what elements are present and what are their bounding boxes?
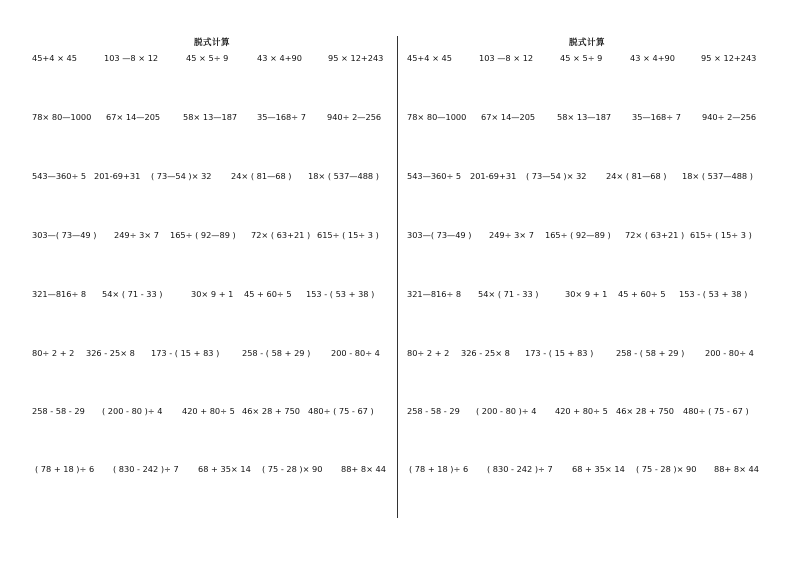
problem: 940÷ 2—256 [702,112,757,122]
worksheet-title: 脱式计算 [193,38,230,48]
problem: ( 78 + 18 )÷ 6 [409,464,469,474]
problem-row [32,288,402,302]
problem: 67× 14—205 [481,112,536,122]
problem: 58× 13—187 [557,112,612,122]
problem: 72× ( 63+21 ) [625,230,685,240]
worksheet-title: 脱式计算 [568,38,605,48]
problem: ( 200 - 80 )÷ 4 [102,406,163,416]
problem: 43 × 4+90 [257,53,302,63]
problem: 80÷ 2 + 2 [32,348,75,358]
problem: 303—( 73—49 ) [32,230,97,240]
problem: 45 × 5÷ 9 [186,53,229,63]
problem: 420 + 80÷ 5 [182,406,235,416]
problem: ( 75 - 28 )× 90 [262,464,323,474]
page-divider [397,36,398,518]
problem: 35—168÷ 7 [257,112,306,122]
problem-row [407,229,777,243]
problem: ( 78 + 18 )÷ 6 [35,464,95,474]
problem: 43 × 4+90 [630,53,675,63]
problem: 45+4 × 45 [407,53,452,63]
problem: 249÷ 3× 7 [489,230,534,240]
problem: 45 + 60÷ 5 [244,289,292,299]
problem: 45+4 × 45 [32,53,77,63]
problem: 173 - ( 15 + 83 ) [525,348,594,358]
problem-row [32,463,402,477]
problem: 78× 80—1000 [32,112,92,122]
problem: 58× 13—187 [183,112,238,122]
problem: 54× ( 71 - 33 ) [478,289,539,299]
problem-row [32,229,402,243]
problem: 153 - ( 53 + 38 ) [679,289,748,299]
problem: 45 + 60÷ 5 [618,289,666,299]
problem: 326 - 25× 8 [461,348,510,358]
problem: 54× ( 71 - 33 ) [102,289,163,299]
problem: 165÷ ( 92—89 ) [170,230,236,240]
problem: 153 - ( 53 + 38 ) [306,289,375,299]
problem: 103 —8 × 12 [104,53,159,63]
problem: ( 830 - 242 )÷ 7 [487,464,553,474]
problem: 30× 9 + 1 [191,289,234,299]
problem: 67× 14—205 [106,112,161,122]
problem: 321—816÷ 8 [407,289,462,299]
problem: 420 + 80÷ 5 [555,406,608,416]
problem: 24× ( 81—68 ) [606,171,667,181]
problem: 303—( 73—49 ) [407,230,472,240]
problem-row [32,347,402,361]
problem: 249÷ 3× 7 [114,230,159,240]
problem: 200 - 80÷ 4 [705,348,754,358]
problem: 18× ( 537—488 ) [308,171,379,181]
problem: 68 + 35× 14 [572,464,625,474]
worksheet-right-half [407,0,787,561]
problem: 24× ( 81—68 ) [231,171,292,181]
problem: 258 - ( 58 + 29 ) [242,348,311,358]
problem-row [407,288,777,302]
problem-row [407,347,777,361]
problem-row [32,170,402,184]
problem: 95 × 12+243 [328,53,384,63]
problem: 165÷ ( 92—89 ) [545,230,611,240]
problem: 68 + 35× 14 [198,464,251,474]
problem-row [407,111,777,125]
problem: 480÷ ( 75 - 67 ) [683,406,749,416]
problem: 200 - 80÷ 4 [331,348,380,358]
problem: 480÷ ( 75 - 67 ) [308,406,374,416]
problem: 201-69+31 [470,171,517,181]
problem: 78× 80—1000 [407,112,467,122]
problem: 543—360÷ 5 [32,171,87,181]
problem: ( 200 - 80 )÷ 4 [476,406,537,416]
problem: ( 830 - 242 )÷ 7 [113,464,179,474]
problem: 940÷ 2—256 [327,112,382,122]
problem: 46× 28 + 750 [616,406,674,416]
problem: 30× 9 + 1 [565,289,608,299]
problem: 326 - 25× 8 [86,348,135,358]
problem: 88+ 8× 44 [714,464,759,474]
problem-row [32,52,402,66]
problem: 201-69+31 [94,171,141,181]
problem: 88+ 8× 44 [341,464,386,474]
problem: 45 × 5÷ 9 [560,53,603,63]
problem-row [407,52,777,66]
problem: 72× ( 63+21 ) [251,230,311,240]
problem: 258 - ( 58 + 29 ) [616,348,685,358]
worksheet-left-half [32,0,412,561]
problem: 35—168÷ 7 [632,112,681,122]
problem: 615÷ ( 15÷ 3 ) [690,230,752,240]
problem-row [407,463,777,477]
problem-row [32,111,402,125]
problem-row [32,405,402,419]
problem: ( 73—54 )× 32 [526,171,587,181]
problem: 543—360÷ 5 [407,171,462,181]
problem: 46× 28 + 750 [242,406,300,416]
problem: 173 - ( 15 + 83 ) [151,348,220,358]
problem-row [407,170,777,184]
problem: 80÷ 2 + 2 [407,348,450,358]
problem: ( 73—54 )× 32 [151,171,212,181]
problem: 258 - 58 - 29 [32,406,85,416]
problem: ( 75 - 28 )× 90 [636,464,697,474]
problem: 615÷ ( 15÷ 3 ) [317,230,379,240]
problem: 258 - 58 - 29 [407,406,460,416]
problem: 321—816÷ 8 [32,289,87,299]
problem: 95 × 12+243 [701,53,757,63]
problem: 103 —8 × 12 [479,53,534,63]
problem: 18× ( 537—488 ) [682,171,753,181]
problem-row [407,405,777,419]
